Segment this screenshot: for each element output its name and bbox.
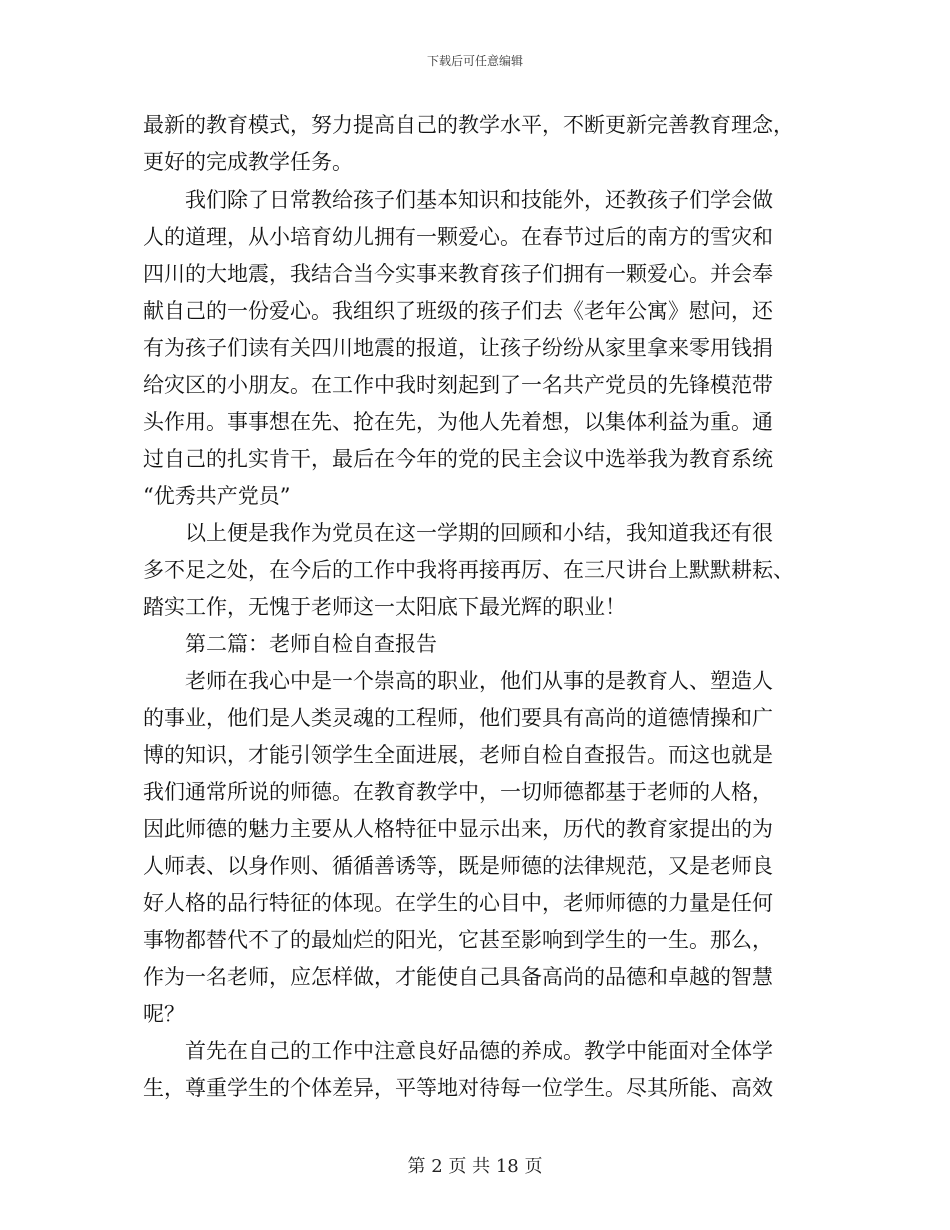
text-line: 首先在自己的工作中注意良好品德的养成。教学中能面对全体学 <box>143 1039 773 1063</box>
text-line: 的事业，他们是人类灵魂的工程师，他们要具有高尚的道德情操和广 <box>143 706 773 730</box>
text-line: 事物都替代不了的最灿烂的阳光，它甚至影响到学生的一生。那么， <box>143 928 773 952</box>
text-line: 踏实工作，无愧于老师这一太阳底下最光辉的职业！ <box>143 595 626 619</box>
text-line: 好人格的品行特征的体现。在学生的心目中，老师师德的力量是任何 <box>143 891 773 915</box>
text-line: 人师表、以身作则、循循善诱等，既是师德的法律规范，又是老师良 <box>143 854 773 878</box>
text-line: 多不足之处，在今后的工作中我将再接再厉、在三尺讲台上默默耕耘、 <box>143 558 794 582</box>
text-line: 老师在我心中是一个崇高的职业，他们从事的是教育人、塑造人 <box>143 669 773 693</box>
text-line: 因此师德的魅力主要从人格特征中显示出来，历代的教育家提出的为 <box>143 817 773 841</box>
text-line: 博的知识，才能引领学生全面进展，老师自检自查报告。而这也就是 <box>143 743 773 767</box>
text-line: 生，尊重学生的个体差异，平等地对待每一位学生。尽其所能、高效 <box>143 1076 773 1100</box>
text-line: 头作用。事事想在先、抢在先，为他人先着想，以集体利益为重。通 <box>143 410 773 434</box>
page-header-note: 下载后可任意编辑 <box>426 54 523 68</box>
text-line: 过自己的扎实肯干，最后在今年的党的民主会议中选举我为教育系统 <box>143 447 773 471</box>
section-heading: 第二篇：老师自检自查报告 <box>143 632 437 656</box>
text-line: 作为一名老师，应怎样做，才能使自己具备高尚的品德和卓越的智慧 <box>143 965 773 989</box>
text-line: 最新的教育模式，努力提高自己的教学水平，不断更新完善教育理念， <box>143 113 794 137</box>
text-line: 以上便是我作为党员在这一学期的回顾和小结，我知道我还有很 <box>143 521 773 545</box>
text-line: 更好的完成教学任务。 <box>143 150 353 174</box>
text-line: 献自己的一份爱心。我组织了班级的孩子们去《老年公寓》慰问，还 <box>143 299 773 323</box>
text-line: 我们通常所说的师德。在教育教学中，一切师德都基于老师的人格， <box>143 780 773 804</box>
text-line: 四川的大地震，我结合当今实事来教育孩子们拥有一颗爱心。并会奉 <box>143 262 773 286</box>
page-number-footer: 第 2 页 共 18 页 <box>407 1156 543 1177</box>
text-line: “优秀共产党员” <box>143 484 291 508</box>
text-line: 给灾区的小朋友。在工作中我时刻起到了一名共产党员的先锋模范带 <box>143 373 773 397</box>
text-line: 人的道理，从小培育幼儿拥有一颗爱心。在春节过后的南方的雪灾和 <box>143 225 773 249</box>
text-line: 有为孩子们读有关四川地震的报道，让孩子纷纷从家里拿来零用钱捐 <box>143 336 773 360</box>
text-line: 我们除了日常教给孩子们基本知识和技能外，还教孩子们学会做 <box>143 188 773 212</box>
text-line: 呢？ <box>143 1002 185 1026</box>
